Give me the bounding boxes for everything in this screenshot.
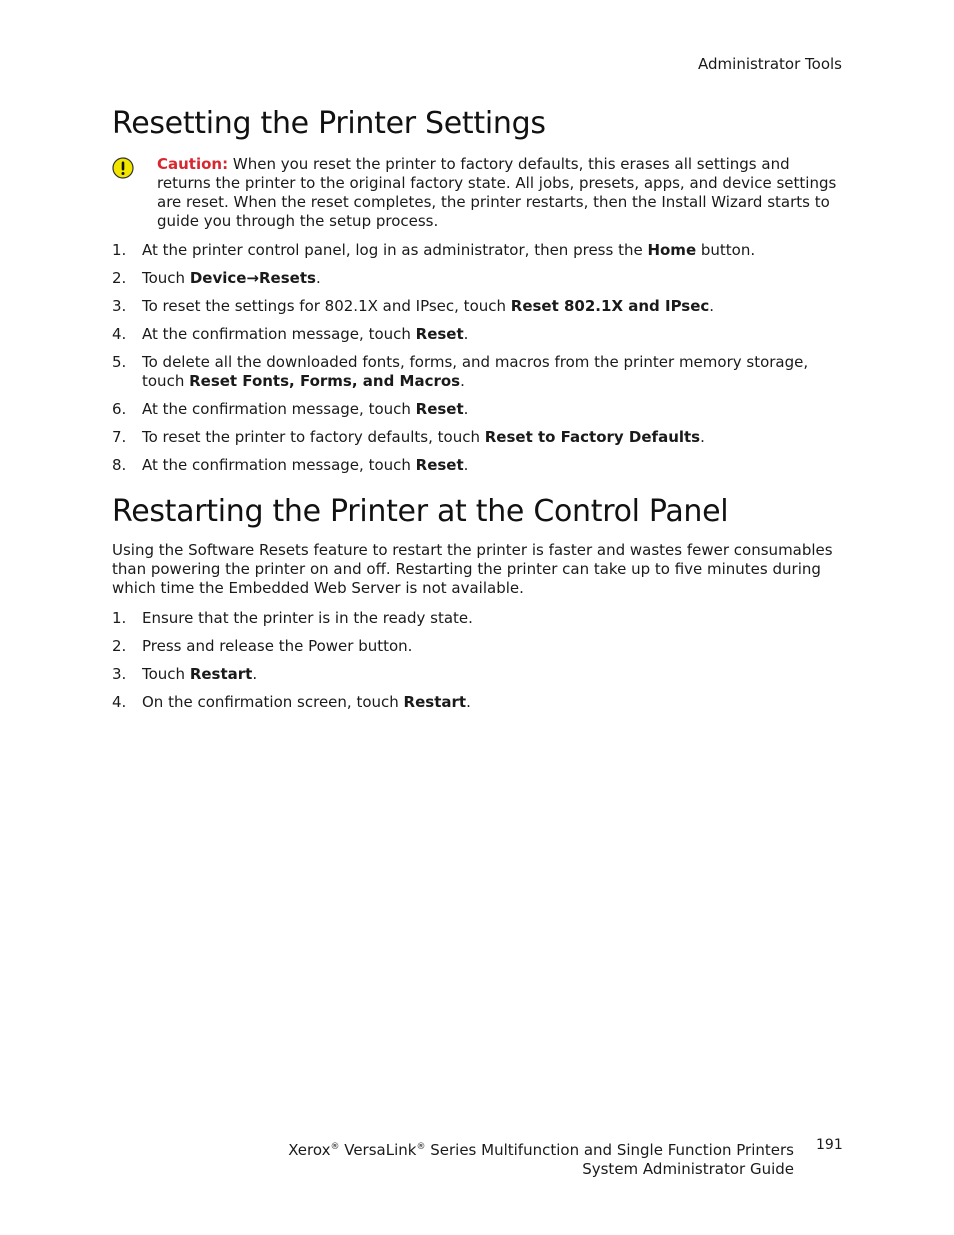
step-text: Ensure that the printer is in the ready state. bbox=[142, 609, 473, 627]
step-ui-term: Restart bbox=[189, 665, 253, 683]
step-number: 1. bbox=[112, 609, 127, 627]
step-text-end: . bbox=[463, 325, 469, 343]
list-item bbox=[112, 637, 842, 656]
footer-product: VersaLink bbox=[339, 1141, 417, 1159]
running-header: Administrator Tools bbox=[698, 55, 842, 73]
step-ui-term: Reset 802.1X and IPsec bbox=[510, 297, 710, 315]
step-text-end: . bbox=[463, 456, 469, 474]
section-resetting bbox=[112, 106, 842, 484]
footer-line1 bbox=[288, 1138, 794, 1160]
footer-reg-mark: ® bbox=[330, 1142, 340, 1152]
step-text: Press and release the Power button. bbox=[142, 637, 413, 655]
step-number: 2. bbox=[112, 269, 127, 287]
step-text-end: . bbox=[463, 400, 469, 418]
step-text-end: . bbox=[252, 665, 258, 683]
step-number: 7. bbox=[112, 428, 127, 446]
step-text: At the printer control panel, log in as administrator, then press the bbox=[142, 241, 648, 259]
restart-steps-list bbox=[112, 609, 842, 712]
step-text: At the confirmation message, touch bbox=[142, 456, 416, 474]
step-text: Touch bbox=[142, 665, 190, 683]
step-text: To delete all the downloaded fonts, forms, and macros from the printer memory storage, touch bbox=[142, 353, 809, 390]
step-ui-term: Reset Fonts, Forms, and Macros bbox=[189, 372, 461, 390]
footer-line1-rest: Series Multifunction and Single Function Printers bbox=[425, 1141, 794, 1159]
step-number: 3. bbox=[112, 297, 127, 315]
footer-brand: Xerox bbox=[288, 1141, 331, 1159]
step-ui-term: Reset bbox=[415, 400, 464, 418]
step-number: 2. bbox=[112, 637, 127, 655]
section-restarting bbox=[112, 494, 842, 721]
step-ui-term: Home bbox=[647, 241, 697, 259]
list-item bbox=[112, 325, 842, 344]
step-number: 6. bbox=[112, 400, 127, 418]
list-item bbox=[112, 609, 842, 628]
step-text-end: . bbox=[460, 372, 465, 390]
step-text: To reset the printer to factory defaults, touch bbox=[142, 428, 485, 446]
list-item bbox=[112, 297, 842, 316]
step-number: 4. bbox=[112, 693, 127, 711]
caution-icon bbox=[112, 157, 134, 179]
list-item bbox=[112, 269, 842, 288]
list-item bbox=[112, 353, 842, 391]
step-ui-term: Reset to Factory Defaults bbox=[484, 428, 701, 446]
restart-intro: Using the Software Resets feature to restart the printer is faster and wastes fewer consumables than powering the printer on and off. Restarting the printer can take up to five minutes during which time the Embedded Web Server is not available. bbox=[112, 541, 833, 597]
step-text-end: . bbox=[709, 297, 715, 315]
step-text: At the confirmation message, touch bbox=[142, 325, 416, 343]
list-item bbox=[112, 400, 842, 419]
step-ui-term: Device→Resets bbox=[189, 269, 316, 287]
caution-text: When you reset the printer to factory defaults, this erases all settings and returns the printer to the original factory state. All jobs, presets, apps, and device settings are reset. When the reset completes, the printer restarts, then the Install Wizard starts to guide you through the setup process. bbox=[157, 155, 837, 230]
step-text-end: . bbox=[700, 428, 705, 446]
step-text-end: button. bbox=[696, 241, 756, 259]
section-title-restarting: Restarting the Printer at the Control Panel bbox=[112, 494, 729, 529]
step-text: Touch bbox=[142, 269, 190, 287]
list-item bbox=[112, 241, 842, 260]
reset-steps-list bbox=[112, 241, 842, 475]
footer-reg-mark: ® bbox=[416, 1142, 426, 1152]
list-item bbox=[112, 428, 842, 447]
list-item bbox=[112, 456, 842, 475]
step-number: 1. bbox=[112, 241, 127, 259]
footer bbox=[288, 1138, 794, 1179]
caution-label: Caution: bbox=[157, 155, 229, 173]
step-ui-term: Restart bbox=[403, 693, 467, 711]
step-text: On the confirmation screen, touch bbox=[142, 693, 404, 711]
step-number: 4. bbox=[112, 325, 127, 343]
step-ui-term: Reset bbox=[415, 456, 464, 474]
step-text: At the confirmation message, touch bbox=[142, 400, 416, 418]
list-item bbox=[112, 693, 842, 712]
step-text: To reset the settings for 802.1X and IPsec, touch bbox=[142, 297, 511, 315]
step-ui-term: Reset bbox=[415, 325, 464, 343]
section-title-resetting: Resetting the Printer Settings bbox=[112, 106, 546, 141]
footer-line2: System Administrator Guide bbox=[582, 1160, 794, 1178]
step-number: 3. bbox=[112, 665, 127, 683]
step-text-end: . bbox=[315, 269, 321, 287]
list-item bbox=[112, 665, 842, 684]
step-text-end: . bbox=[466, 693, 471, 711]
caution-note bbox=[112, 155, 842, 231]
step-number: 5. bbox=[112, 353, 127, 371]
page-number: 191 bbox=[816, 1137, 843, 1153]
step-number: 8. bbox=[112, 456, 127, 474]
